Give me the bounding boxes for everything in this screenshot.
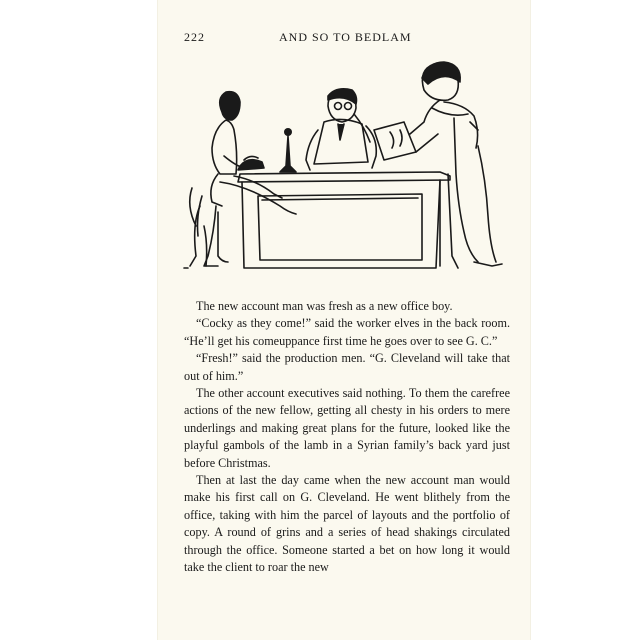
page-number: 222	[184, 30, 205, 44]
office-illustration	[178, 56, 518, 281]
desk-drawing	[238, 172, 450, 268]
book-page	[158, 0, 530, 640]
paragraph: The new account man was fresh as a new office boy.	[196, 299, 453, 313]
standing-man-drawing	[410, 62, 502, 268]
paragraph: “Fresh!” said the production men. “G. Cleveland will take that out of him.”	[184, 351, 510, 383]
paragraph: Then at last the day came when the new account man would make his first call on G. Cleveland. He went blithely from the office, taking with him the parcel of layouts and the portfolio of copy. A round of grins and a series of head shakings circulated through the office. Someone started a bet on how long it would take the client to roar the new	[184, 473, 510, 575]
paragraph: The other account executives said nothing. To them the carefree actions of the new fellow, getting all chesty in his orders to mere underlings and making great plans for the future, looked like the playful gambols of the lamb in a Syrian family’s back yard just before Christmas.	[184, 386, 510, 470]
paragraph: “Cocky as they come!” said the worker elves in the back room. “He’ll get his comeuppance first time he goes over to see G. C.”	[184, 316, 510, 348]
page-header	[184, 30, 506, 50]
running-head: AND SO TO BEDLAM	[279, 30, 412, 44]
seated-man-drawing	[306, 89, 376, 170]
drawing-sheet	[374, 122, 416, 160]
body-text	[184, 298, 510, 577]
candlestick-phone-drawing	[280, 128, 296, 172]
